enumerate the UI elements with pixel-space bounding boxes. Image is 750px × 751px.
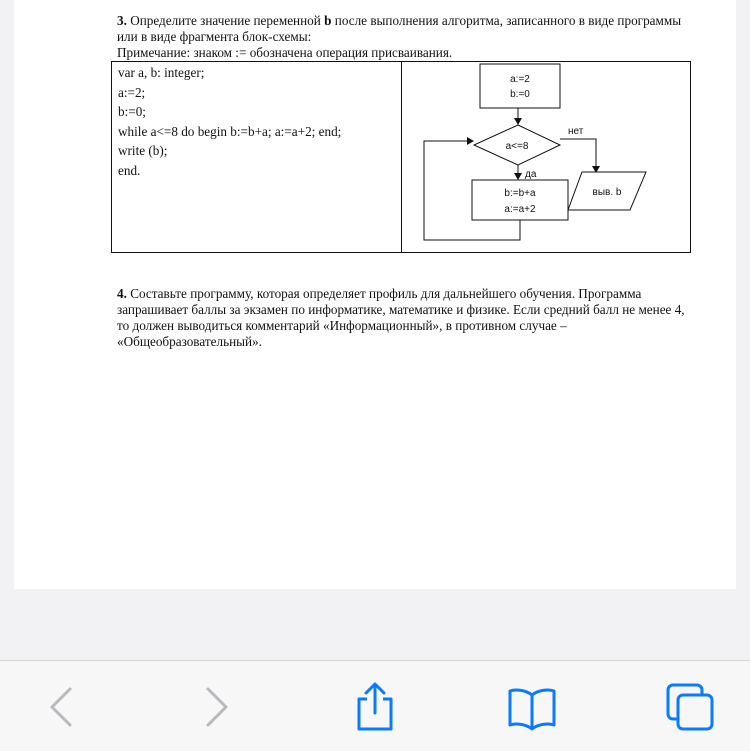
- program-table: [111, 61, 691, 253]
- task-3: [117, 13, 697, 61]
- tabs-button[interactable]: [658, 681, 718, 733]
- tabs-icon: [658, 681, 718, 733]
- task-4-number: 4.: [117, 286, 127, 301]
- task-4-prompt: 4. Составьте программу, которая определяет профиль для дальнейшего обучения. Программа запрашивает баллы за экзамен по информатике, математике и физике. Если средний балл не менее 4, то должен выводиться комментарий «Информационный», в противном случае – «Общеобразовательный».: [117, 286, 685, 349]
- code-line: a:=2;: [118, 84, 146, 100]
- code-line: write (b);: [118, 143, 168, 158]
- chevron-right-icon: [186, 681, 246, 733]
- arrow-no-branch: [560, 139, 596, 172]
- book-icon: [502, 681, 562, 733]
- browser-toolbar: [0, 660, 750, 751]
- share-button[interactable]: [345, 681, 405, 733]
- share-icon: [345, 681, 405, 733]
- yes-label: да: [525, 169, 537, 180]
- init-line-2: b:=0: [510, 89, 530, 100]
- program-code: [118, 63, 341, 180]
- forward-button[interactable]: [186, 681, 246, 733]
- task-4: [117, 286, 697, 350]
- flowchart: [402, 62, 691, 252]
- output-label: выв. b: [592, 187, 622, 198]
- body-line-1: b:=b+a: [504, 188, 536, 199]
- body-line-2: a:=a+2: [504, 204, 536, 215]
- task-3-prompt: 3. Определите значение переменной b после выполнения алгоритма, записанного в виде программы или в виде фрагмента блок-схемы:: [117, 13, 682, 44]
- back-button[interactable]: [30, 681, 90, 733]
- bookmarks-button[interactable]: [502, 681, 562, 733]
- code-line: var a, b: integer;: [118, 65, 205, 80]
- init-line-1: a:=2: [510, 74, 530, 85]
- task-3-variable: b: [324, 13, 332, 28]
- init-block: [480, 64, 560, 108]
- chevron-left-icon: [30, 681, 90, 733]
- code-line: b:=0;: [118, 104, 146, 119]
- task-3-number: 3.: [117, 13, 127, 28]
- code-line: end.: [118, 162, 141, 178]
- no-label: нет: [568, 126, 584, 137]
- condition-label: a<=8: [505, 141, 529, 152]
- task-3-note: Примечание: знаком := обозначена операция присваивания.: [117, 45, 453, 60]
- code-line: while a<=8 do begin b:=b+a; a:=a+2; end;: [118, 123, 342, 139]
- document-page: [14, 0, 736, 589]
